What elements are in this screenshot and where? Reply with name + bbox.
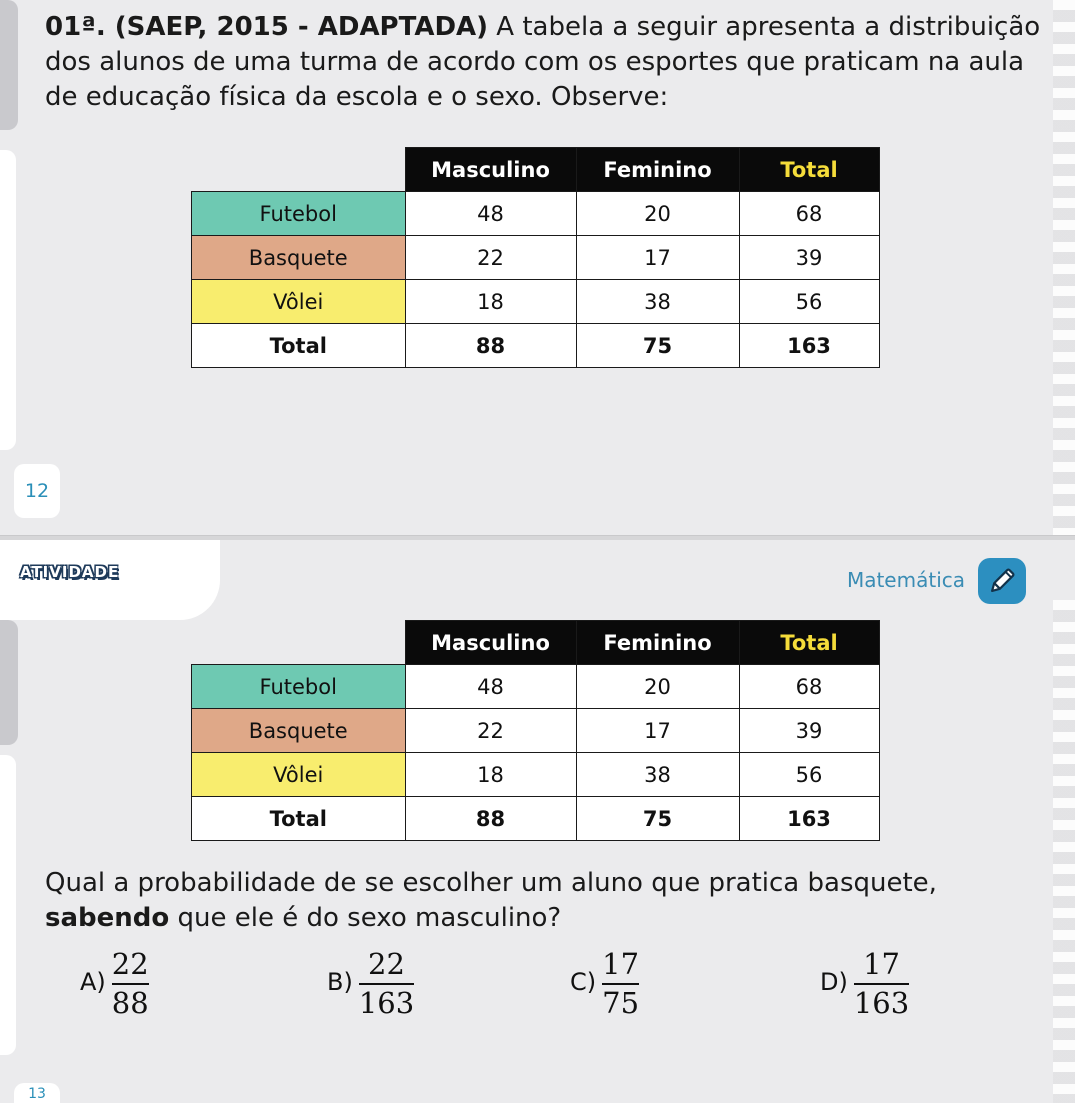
data-table — [191, 620, 880, 841]
option-letter: A) — [80, 968, 106, 996]
denominator: 163 — [853, 986, 910, 1020]
row-label-basquete: Basquete — [192, 709, 406, 753]
question-bold: sabendo — [45, 903, 170, 933]
question-body: A tabela a seguir apresenta a distribuição dos alunos de uma turma de acordo com os esportes que praticam na aula de educação física da escola e o sexo. Observe: — [45, 12, 1041, 112]
table-cell: 20 — [576, 665, 739, 709]
side-margin — [0, 755, 16, 1055]
header-feminino: Feminino — [576, 621, 739, 665]
header-feminino: Feminino — [576, 148, 739, 192]
table-corner — [192, 148, 406, 192]
question-text — [45, 10, 1045, 115]
fraction — [112, 948, 149, 1020]
table-row — [192, 709, 880, 753]
fraction — [602, 948, 639, 1020]
table-cell: 163 — [739, 324, 879, 368]
table-cell: 39 — [739, 709, 879, 753]
option-d[interactable] — [820, 948, 909, 1020]
option-b[interactable] — [327, 948, 414, 1020]
fraction-bar — [112, 983, 149, 985]
table-row — [192, 665, 880, 709]
edge-pattern — [1053, 0, 1075, 536]
table-cell: 38 — [576, 753, 739, 797]
row-label-volei: Vôlei — [192, 280, 406, 324]
table-row-total — [192, 797, 880, 841]
header-masculino: Masculino — [405, 621, 576, 665]
table-cell: 75 — [576, 324, 739, 368]
table-cell: 39 — [739, 236, 879, 280]
table-cell: 56 — [739, 280, 879, 324]
table-cell: 88 — [405, 324, 576, 368]
option-c[interactable] — [570, 948, 639, 1020]
edge-pattern — [1053, 600, 1075, 1103]
data-table — [191, 147, 880, 368]
table-cell: 88 — [405, 797, 576, 841]
side-margin — [0, 150, 16, 450]
page-12 — [0, 0, 1075, 536]
row-label-volei: Vôlei — [192, 753, 406, 797]
atividade-logo: ATIVIDADE — [20, 563, 120, 581]
header-total: Total — [739, 621, 879, 665]
table-cell: 163 — [739, 797, 879, 841]
table-cell: 22 — [405, 709, 576, 753]
table-row-total — [192, 324, 880, 368]
option-letter: C) — [570, 968, 597, 996]
denominator: 163 — [358, 986, 415, 1020]
option-a[interactable] — [80, 948, 149, 1020]
probability-question — [45, 866, 1045, 936]
question-number: 01ª. (SAEP, 2015 - ADAPTADA) — [45, 12, 489, 42]
question-rest: que ele é do sexo masculino? — [169, 903, 562, 933]
row-label-total: Total — [192, 324, 406, 368]
table-cell: 17 — [576, 236, 739, 280]
table-cell: 18 — [405, 280, 576, 324]
row-label-total: Total — [192, 797, 406, 841]
numerator: 17 — [602, 947, 640, 981]
table-cell: 22 — [405, 236, 576, 280]
pencil-icon — [978, 558, 1026, 604]
table-cell: 20 — [576, 192, 739, 236]
table-cell: 48 — [405, 665, 576, 709]
fraction-bar — [602, 983, 639, 985]
page-number: 12 — [14, 464, 60, 518]
side-tab — [0, 620, 18, 745]
row-label-futebol: Futebol — [192, 192, 406, 236]
numerator: 22 — [368, 947, 405, 981]
row-label-futebol: Futebol — [192, 665, 406, 709]
option-letter: D) — [820, 968, 848, 996]
next-page-number: 13 — [14, 1083, 60, 1103]
table-row — [192, 753, 880, 797]
denominator: 88 — [111, 986, 149, 1020]
table-row — [192, 280, 880, 324]
table-cell: 68 — [739, 665, 879, 709]
fraction-bar — [854, 983, 909, 985]
table-row — [192, 236, 880, 280]
table-cell: 17 — [576, 709, 739, 753]
table-cell: 48 — [405, 192, 576, 236]
page-13 — [0, 540, 1075, 1103]
question-line1: Qual a probabilidade de se escolher um aluno que pratica basquete, — [45, 868, 937, 898]
table-corner — [192, 621, 406, 665]
fraction — [359, 948, 414, 1020]
table-cell: 38 — [576, 280, 739, 324]
table-row — [192, 192, 880, 236]
denominator: 75 — [602, 986, 640, 1020]
fraction — [854, 948, 909, 1020]
numerator: 17 — [863, 947, 900, 981]
table-cell: 75 — [576, 797, 739, 841]
side-tab — [0, 0, 18, 130]
header-masculino: Masculino — [405, 148, 576, 192]
header-total: Total — [739, 148, 879, 192]
subject-label: Matemática — [846, 568, 965, 592]
table-cell: 68 — [739, 192, 879, 236]
option-letter: B) — [327, 968, 353, 996]
table-cell: 18 — [405, 753, 576, 797]
table-cell: 56 — [739, 753, 879, 797]
numerator: 22 — [111, 947, 149, 981]
fraction-bar — [359, 983, 414, 985]
row-label-basquete: Basquete — [192, 236, 406, 280]
